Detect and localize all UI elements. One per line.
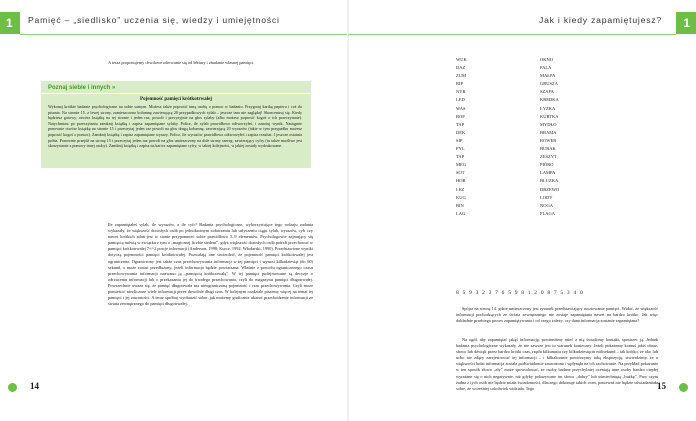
syllable: TAP [456, 154, 465, 160]
syllable: LEZ [456, 186, 465, 192]
word: GRUSZA [540, 81, 559, 87]
syllable: DEK [456, 129, 466, 135]
syllable: MEG [456, 162, 466, 168]
syllable: ZUM [456, 73, 466, 79]
box-divider [41, 93, 311, 94]
word: KREDKA [540, 97, 559, 103]
body-paragraph: Na ogół, aby zapamiętać jakąś informację, powinniśmy mieć z nią świadomy kontakt, spostrzec ją. Jednak badania psychologiczne wykazały, że nie zawsze jest to warunek konieczny. Jeżeli pokażemy komuś jakiś obraz, słowo lub dźwięk przez bardzo krótki czas, rzędu kilkunastu czy kilkudziesięciu milisekund – tak krótko, że oko lub ucho nie zdąży zarejestrować tej informacji – i kilkakrotnie powtórzymy taką ekspozycję, stwierdzimy, że u większości ludzi informacja została podświadomie zauważona i wpłynęła na ich zachowanie. Na przykład pokazanie w ten sposób słowa „zły” może spowodować, że osoby badane przychylniej oceniają inne osoby bardzo ciepłej wyrażane się o nich negatywnie, niż gdyby pokazywano im słowo „dobry” lub uśmiechniętą „buźkę”. Przy czym żadna z tych osób nie będzie miała świadomości, dlaczego dokonuje takich ocen, ponieważ nie będzie uświadamiała sobie, że wcześniej cokolwiek widziała. Tego [456, 337, 658, 391]
syllable: DAZ [456, 65, 466, 71]
body-paragraph: Ile zapamiętałeś sylab, ile wyrazów, a ile cyfr? Badania psychologiczne, wykorzystujące tego rodzaju zadania wykazały, że większość dorosłych osób po jednokrotnym zobaczeniu lub usłyszeniu ciągu sylab, wyrazów, cyfr czy nawet krótkich zdań jest w stanie przypomnieć sobie prawidłowo 5–9 elementów. Psychologowie zajmujący się pamięcią mówią w związku z tym o „magicznej liczbie siedem”, gdyż większość dorosłych osób potrafi przechować w pamięci krótkotrwałej 7+/-2 porcje informacji (Anderson, 1998; Kurcz, 1992; Włodarski, 1990). Przedstawione wyniki dotyczą pojemności pamięci krótkotrwałej. Pozwalają one stwierdzić, że pojemność pamięci krótkotrwałej jest ograniczona. Ograniczony jest także czas przechowywania informacji w tej pamięci i wynosi kilkadziesiąt (do 60) sekund, a może zostać przedłużony, jeżeli informacja będzie powtarzana. Właśnie z powodu ograniczonego czasu przechowywania informacji nazwano ją „pamięcią krótkotrwałą”. W tej pamięci podejmowane są decyzje o odrzuceniu informacji lub o przekazaniu jej do trwałego przechowania, czyli do magazynu pamięci długotrwałej. Powszechnie uważa się, że pamięć długotrwała ma nieograniczoną pojemność i czas przechowywania. Czyli może pomieścić niezliczone wiele informacji przez dowolnie długi czas. W kolejnym rozdziale piszemy więcej na temat tej pamięci i jej zawartości. A teraz spróbuj wyobrazić sobie, jak możemy graficznie ukazać przechodzenie informacji ze świata zewnętrznego do pamięci długotrwałej. [108, 222, 313, 307]
syllable: KUG [456, 194, 466, 200]
right-page [348, 0, 696, 421]
word-column [540, 56, 559, 218]
exercise-box [41, 81, 311, 168]
word: MAŁPA [540, 73, 556, 79]
page-number: 14 [30, 381, 39, 391]
syllable: LED [456, 97, 465, 103]
box-heading: Pojemność pamięci krótkotrwałej [140, 97, 212, 102]
header-rule [20, 34, 348, 35]
word: SZAFA [540, 89, 554, 95]
word: ŁYŻKA [540, 105, 556, 111]
syllable: LAG [456, 210, 466, 216]
page-number: 15 [657, 381, 666, 391]
word: LAMPA [540, 170, 556, 176]
syllable: WAS [456, 105, 466, 111]
word: BRAMA [540, 129, 557, 135]
word: FALA [540, 65, 552, 71]
running-head: Jak i kiedy zapamiętujesz? [538, 15, 662, 25]
intro-paragraph: A teraz proponujemy chwilowe oderwanie się od lektury i zbadanie własnej pamięci. [108, 60, 255, 65]
page-dot [679, 383, 688, 392]
word: BURAK [540, 146, 556, 152]
chapter-number: 1 [6, 16, 13, 30]
word: NOGA [540, 202, 553, 208]
header-rule [348, 34, 676, 35]
word: ZESZYT [540, 154, 557, 160]
digit-series: 8 5 9 3 2 3 7 6 5 9 8 1 2 0 8 7 5 3 4 0 [456, 290, 584, 296]
word: ROWER [540, 137, 557, 143]
chapter-number: 1 [683, 16, 690, 30]
body-paragraph: Spójrz na stronę 14. gdzie umieszczony jest rysunek przedstawiający rusztowanie pamięci. Widać, że większość informacji pochodzących ze świata zewnętrznego nie zostaje zapamiętana nawet na bardzo krótko. Jak więc dokładnie przebiega proces zapamiętywania i od czego zależy, czy dana informacja zostanie zapamiętana? [456, 306, 658, 324]
syllable: NYR [456, 89, 466, 95]
syllable: WUK [456, 57, 467, 62]
word: OKNO [540, 57, 553, 62]
syllable: BIN [456, 202, 464, 208]
box-title: Poznaj siebie i innych » [48, 85, 116, 91]
running-head: Pamięć – „siedlisko” uczenia się, wiedzy i umiejętności [28, 15, 280, 25]
syllable: HOR [456, 178, 466, 184]
word: FLAGA [540, 210, 556, 216]
syllable: FYL [456, 146, 465, 152]
syllable: SIP [456, 137, 463, 143]
syllable: BOP [456, 113, 465, 119]
word: KURTKA [540, 113, 559, 119]
syllable-column [456, 56, 467, 218]
syllable: TAP [456, 121, 465, 127]
syllable: SOT [456, 170, 465, 176]
word: DRZEWO [540, 186, 560, 192]
page-dot [8, 383, 17, 392]
word: MYDŁO [540, 121, 557, 127]
word: BLUZKA [540, 178, 559, 184]
syllable: RIP [456, 81, 464, 87]
word: LODY [540, 194, 553, 200]
word: PIÓRO [540, 162, 554, 168]
box-body: Wykonaj krótkie badanie psychologiczne na sobie samym. Możesz także poprosić inną osobę o pomoc w badaniu. Przygotuj kartkę papieru i coś do pisania. Na stronie 15. z lewej strony, zamieszczono kolumnę zawierającą 20 przypadkowych sylab – jeszcze tam nie zaglądaj! Skoncentruj się. Kiedy będziesz gotowy, otwórz książkę na tej stronie i jeden raz, powoli i precyzyjnie na głos sylaby (albo możesz poprosić kogoś o ich przeczytanie). Natychmiast po przeczytaniu zamknij książkę i zapisz zapamiętane sylaby. Policz, ile sylab prawidłowo odtworzyłeś, i zanotuj wynik. Następnie ponownie otwórz książkę na stronie 15 i przeczytaj jeden raz powoli na głos drugą kolumnę, zawierającą 20 wyrazów (takie w tym przypadku możesz poprosić kogoś o pomoc). Zamknij książkę i zapisz zapamiętane wyrazy. Policz, ile wyrazów prawidłowo odtworzyłeś i zapisz rezultat. I jeszcze ostatnia próba. Ponownie przejdź na stronę 15 i przeczytaj jeden raz powoli na głos umieszczony na dole strony szereg, zawierający cyfry (tu także możliwe jest skorzystanie z pomocy innej osoby). Zamknij książkę i zapisz na kartce zapamiętane cyfry, w takiej kolejności, w jakiej zostały wydrukowane. [48, 104, 302, 149]
